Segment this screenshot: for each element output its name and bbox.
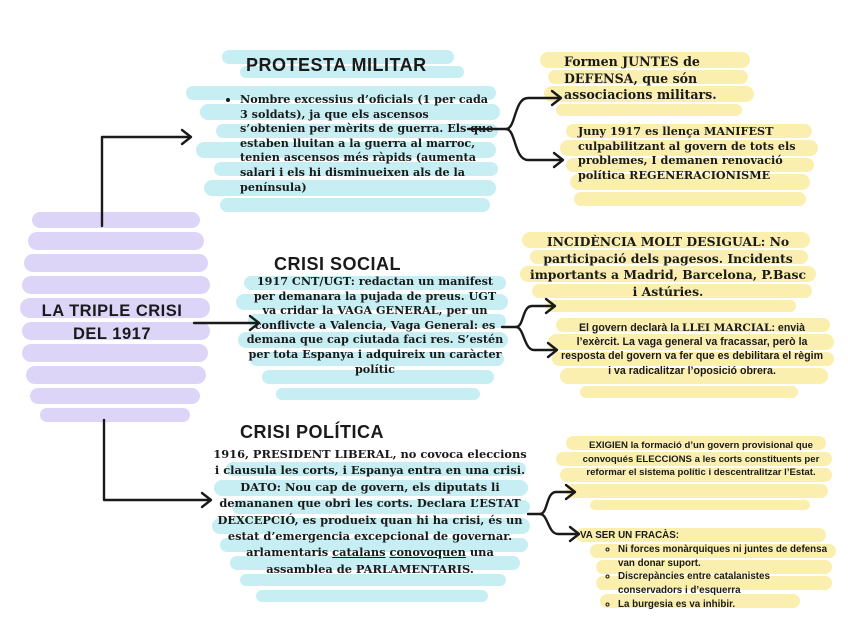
- arrow-social-note1: [502, 306, 554, 327]
- politica-body: [212, 446, 528, 577]
- militar-title: PROTESTA MILITAR: [246, 55, 427, 75]
- central-line-1: LA TRIPLE CRISI: [41, 302, 183, 320]
- militar-bullet: • Nombre excessius d’oficials (1 per cada 3 soldats), ja que els ascensos s’obtenien per mèrits de guerra. Els que estaben lluitan a la guerra al marroc, tenien ascensos més ràpids (aumenta salari i els hi disminueixen als de la península): [240, 92, 494, 194]
- politica-body-a: 1916, PRESIDENT LIBERAL, no covoca eleccions i clausula les corts, i Espanya entra en una crisi. DATO: Nou cap de govern, els diputats li demananen que obri les corts. Declara L’ESTAT DEXCEPCIÓ, es produeix quan hi ha crisi, és un estat d’emergencia excepcional de governar. arlamentaris: [213, 447, 527, 560]
- arrow-politica-note1: [528, 492, 574, 514]
- politica-fracas-list: [580, 543, 836, 612]
- arrow-militar-note2: [506, 129, 562, 160]
- politica-note-1: EXIGIEN la formació d’un govern provisional que convoqués ELECCIONS a les corts constituents per reformar el sistema polític i descentralitzar l’Estat.: [582, 440, 820, 479]
- politica-fracas-item: ◦ Discrepàncies entre catalanistes conservadors i d’esquerra: [618, 570, 836, 598]
- politica-note-2: [580, 529, 836, 612]
- politica-title: CRISI POLÍTICA: [240, 422, 385, 442]
- politica-body-u2: conovoquen: [389, 545, 466, 560]
- social-title: CRISI SOCIAL: [274, 254, 402, 274]
- social-note-1: INCIDÈNCIA MOLT DESIGUAL: No participació dels pagesos. Incidents importants a Madrid, Barcelona, P.Basc i Astúries.: [529, 234, 807, 299]
- politica-body-u1: catalans: [332, 545, 386, 560]
- central-node: [30, 300, 194, 346]
- politica-fracas-title: VA SER UN FRACÀS:: [580, 530, 680, 541]
- social-note-2-b: LLEI MARCIAL: [682, 322, 772, 334]
- social-note-2: [560, 321, 824, 378]
- arrow-to-politica: [104, 420, 210, 500]
- social-note-2-c: : envià l’exèrcit. La vaga general va fracassar, però la resposta del govern va fer que es debilitara el règim i va radicalitzar l’oposició obrera.: [561, 322, 823, 377]
- social-body: 1917 CNT/UGT: redactan un manifest per demanara la pujada de preus. UGT va cridar la VAGA GENERAL, per un conflivcte a Valencia, Vaga General: es demana que cap ciutada faci res. S’estén per tota Espanya i adquireix un caràcter polític: [246, 274, 504, 376]
- militar-note-1: Formen JUNTES de DEFENSA, que són associacions militars.: [564, 54, 717, 102]
- militar-list: [226, 92, 494, 194]
- social-note-2-a: El govern declarà la: [578, 322, 683, 334]
- militar-body: [226, 92, 494, 194]
- politica-fracas-item: ◦ La burgesia es va inhibir.: [618, 598, 836, 612]
- central-line-2: DEL 1917: [73, 325, 151, 343]
- politica-fracas-item: ◦ Ni forces monàrquiques ni juntes de defensa van donar suport.: [618, 543, 836, 571]
- militar-note-2: Juny 1917 es llença MANIFEST culpabilitzant al govern de tots els problemes, I demanen renovació política REGENERACIONISME: [578, 124, 796, 182]
- politica-body-b: una assamblea de PARLAMENTARIS.: [266, 545, 494, 576]
- arrow-politica-note2: [540, 514, 578, 534]
